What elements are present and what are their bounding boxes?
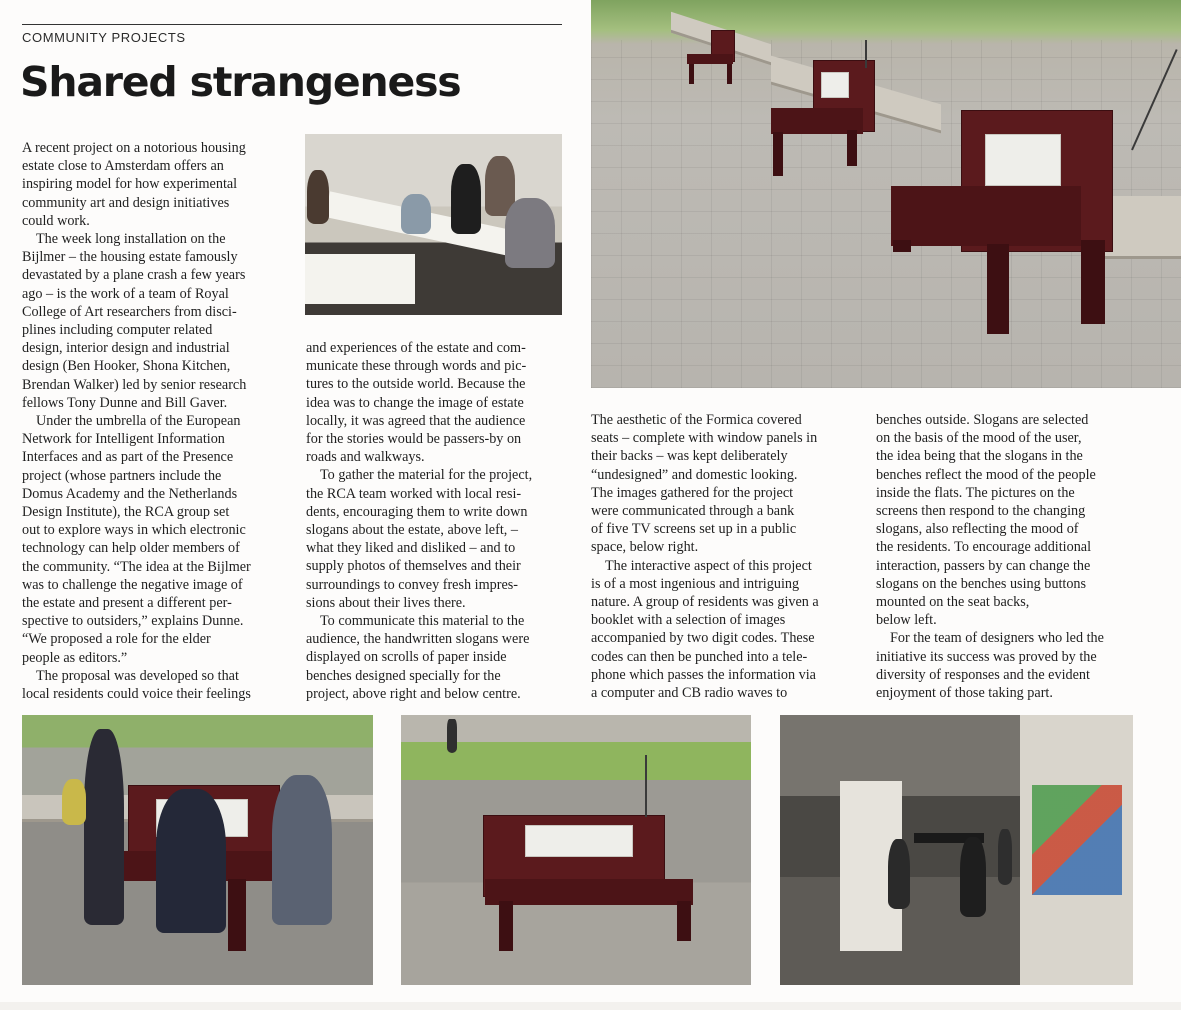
text-line: devastated by a plane crash a few years (22, 267, 246, 284)
bench-seat (485, 879, 693, 905)
text-line: codes can then be punched into a tele- (591, 648, 808, 665)
text-line: spective to outsiders,” explains Dunne. (22, 613, 244, 630)
text-line: technology can help older members of (22, 540, 240, 557)
text-line: diversity of responses and the evident (876, 666, 1090, 683)
text-line: the community. “The idea at the Bijlmer (22, 558, 251, 575)
paragraph (306, 339, 566, 466)
passer-by (447, 719, 457, 753)
paper-scroll (305, 254, 415, 304)
bench-seat (891, 186, 1081, 246)
child (84, 729, 124, 925)
bench-leg (773, 132, 783, 176)
text-line: The week long installation on the (36, 231, 226, 248)
paragraph (591, 557, 853, 703)
text-line: and experiences of the estate and com- (306, 340, 526, 356)
passer-by (960, 837, 986, 917)
text-line: Bijlmer – the housing estate famously (22, 249, 238, 266)
text-line: locally, it was agreed that the audience (306, 412, 526, 429)
text-line: roads and walkways. (306, 449, 425, 466)
text-line: their backs – was kept deliberately (591, 448, 788, 465)
text-line: surroundings to convey fresh impres- (306, 576, 518, 593)
paragraph (876, 411, 1146, 629)
text-line: interaction, passers by can change the (876, 557, 1091, 574)
text-line: municate these through words and pic- (306, 358, 527, 375)
bench-leg (689, 64, 694, 84)
bench-leg (727, 64, 732, 84)
text-line: Network for Intelligent Information (22, 431, 225, 448)
photo-benches-plaza (591, 0, 1181, 388)
text-line: benches reflect the mood of the people (876, 466, 1096, 483)
bench-seat (687, 54, 733, 64)
text-line: displayed on scrolls of paper inside (306, 649, 507, 666)
text-line: To gather the material for the project, (320, 467, 533, 484)
bench-leg (228, 879, 246, 951)
text-line: phone which passes the information via (591, 666, 816, 683)
text-line: Interfaces and as part of the Presence (22, 449, 234, 466)
paragraph (22, 667, 282, 703)
text-line: screens then respond to the changing (876, 503, 1086, 520)
headline: Shared strangeness (20, 58, 461, 106)
text-line: plines including computer related (22, 322, 213, 339)
text-line: estate close to Amsterdam offers an (22, 158, 224, 175)
text-line: of five TV screens set up in a public (591, 521, 797, 538)
photo-bench-by-lawn (401, 715, 751, 985)
bench-window (985, 134, 1061, 186)
text-line: was to challenge the negative image of (22, 576, 243, 593)
graffiti-art (1032, 785, 1122, 895)
bench-leg (847, 130, 857, 166)
text-line: Brendan Walker) led by senior research (22, 376, 247, 393)
text-line: the residents. To encourage additional (876, 539, 1092, 556)
passer-by (888, 839, 910, 909)
text-line: were communicated through a bank (591, 503, 795, 520)
text-line: For the team of designers who led the (890, 630, 1104, 647)
text-line: ago – is the work of a team of Royal (22, 285, 229, 302)
bench-leg (499, 901, 513, 951)
text-line: supply photos of themselves and their (306, 558, 521, 575)
text-line: benches designed specially for the (306, 667, 501, 684)
text-column-3 (591, 411, 853, 702)
paragraph (876, 629, 1146, 702)
text-line: what they liked and disliked – and to (306, 540, 516, 557)
photo-children-at-bench (22, 715, 373, 985)
text-line: inspiring model for how experimental (22, 176, 238, 193)
child (272, 775, 332, 925)
person (401, 194, 431, 234)
child (62, 779, 86, 825)
text-line: fellows Tony Dunne and Bill Gaver. (22, 394, 228, 411)
bench-window (525, 825, 633, 857)
text-line: The aesthetic of the Formica covered (591, 412, 802, 428)
bench-leg (987, 244, 1009, 334)
text-line: booklet with a selection of images (591, 612, 786, 629)
text-line: The proposal was developed so that (36, 667, 239, 684)
person (505, 198, 555, 268)
bench-leg (893, 240, 911, 252)
text-column-2 (306, 339, 566, 703)
text-column-4 (876, 411, 1146, 702)
photo-workshop-residents (305, 134, 562, 315)
paragraph (22, 230, 282, 412)
text-line: out to explore ways in which electronic (22, 522, 246, 539)
paragraph (306, 612, 566, 703)
text-line: the estate and present a different per- (22, 595, 232, 612)
text-line: people as editors.” (22, 649, 128, 666)
text-line: inside the flats. The pictures on the (876, 484, 1075, 501)
text-line: Design Institute), the RCA group set (22, 504, 230, 521)
text-line: project, above right and below centre. (306, 685, 521, 702)
text-line: the idea being that the slogans in the (876, 448, 1083, 465)
text-line: local residents could voice their feelings (22, 686, 251, 703)
paragraph (591, 411, 853, 557)
text-line: A recent project on a notorious housing (22, 140, 246, 156)
text-line: benches outside. Slogans are selected (876, 412, 1089, 428)
text-line: a computer and CB radio waves to (591, 685, 788, 702)
text-line: slogans on the benches using buttons (876, 575, 1087, 592)
paragraph (22, 412, 282, 667)
text-line: design, interior design and industrial (22, 340, 230, 357)
text-line: “We proposed a role for the elder (22, 631, 211, 648)
text-line: design (Ben Hooker, Shona Kitchen, (22, 358, 231, 375)
text-line: initiative its success was proved by the (876, 648, 1097, 665)
text-line: below left. (876, 612, 937, 629)
text-line: for the stories would be passers-by on (306, 431, 522, 448)
text-line: nature. A group of residents was given a (591, 594, 819, 611)
section-label: COMMUNITY PROJECTS (22, 30, 186, 45)
text-line: mounted on the seat backs, (876, 594, 1030, 611)
paragraph (306, 466, 566, 612)
bench-window (821, 72, 849, 98)
text-line: is of a most ingenious and intriguing (591, 575, 800, 592)
text-line: the RCA team worked with local resi- (306, 485, 522, 502)
text-line: community art and design initiatives (22, 194, 230, 211)
text-line: Under the umbrella of the European (36, 413, 241, 430)
text-line: space, below right. (591, 539, 699, 556)
text-line: audience, the handwritten slogans were (306, 631, 530, 648)
text-line: accompanied by two digit codes. These (591, 630, 815, 647)
text-line: idea was to change the image of estate (306, 394, 524, 411)
bench-leg (677, 901, 691, 941)
passer-by (998, 829, 1012, 885)
text-line: slogans about the estate, above left, – (306, 522, 518, 539)
text-line: slogans, also reflecting the mood of (876, 521, 1079, 538)
text-line: The interactive aspect of this project (605, 557, 812, 574)
text-line: sions about their lives there. (306, 594, 466, 611)
paragraph (22, 139, 282, 230)
page-bottom-edge (0, 1002, 1181, 1010)
text-line: “undesigned” and domestic looking. (591, 466, 798, 483)
text-line: project (whose partners include the (22, 467, 222, 484)
text-line: enjoyment of those taking part. (876, 685, 1053, 702)
photo-underpass-screens (780, 715, 1133, 985)
text-line: The images gathered for the project (591, 484, 794, 501)
text-line: on the basis of the mood of the user, (876, 430, 1082, 447)
radio-antenna (865, 40, 867, 68)
text-line: Domus Academy and the Netherlands (22, 485, 238, 502)
child (156, 789, 226, 933)
radio-antenna (645, 755, 647, 817)
text-column-1 (22, 139, 282, 703)
text-line: dents, encouraging them to write down (306, 503, 528, 520)
person (451, 164, 481, 234)
person (307, 170, 329, 224)
text-line: seats – complete with window panels in (591, 430, 818, 447)
header-rule (22, 24, 562, 25)
text-line: tures to the outside world. Because the (306, 376, 526, 393)
text-line: To communicate this material to the (320, 613, 525, 630)
text-line: could work. (22, 212, 90, 229)
text-line: College of Art researchers from disci- (22, 303, 237, 320)
bench-leg (1081, 240, 1105, 324)
